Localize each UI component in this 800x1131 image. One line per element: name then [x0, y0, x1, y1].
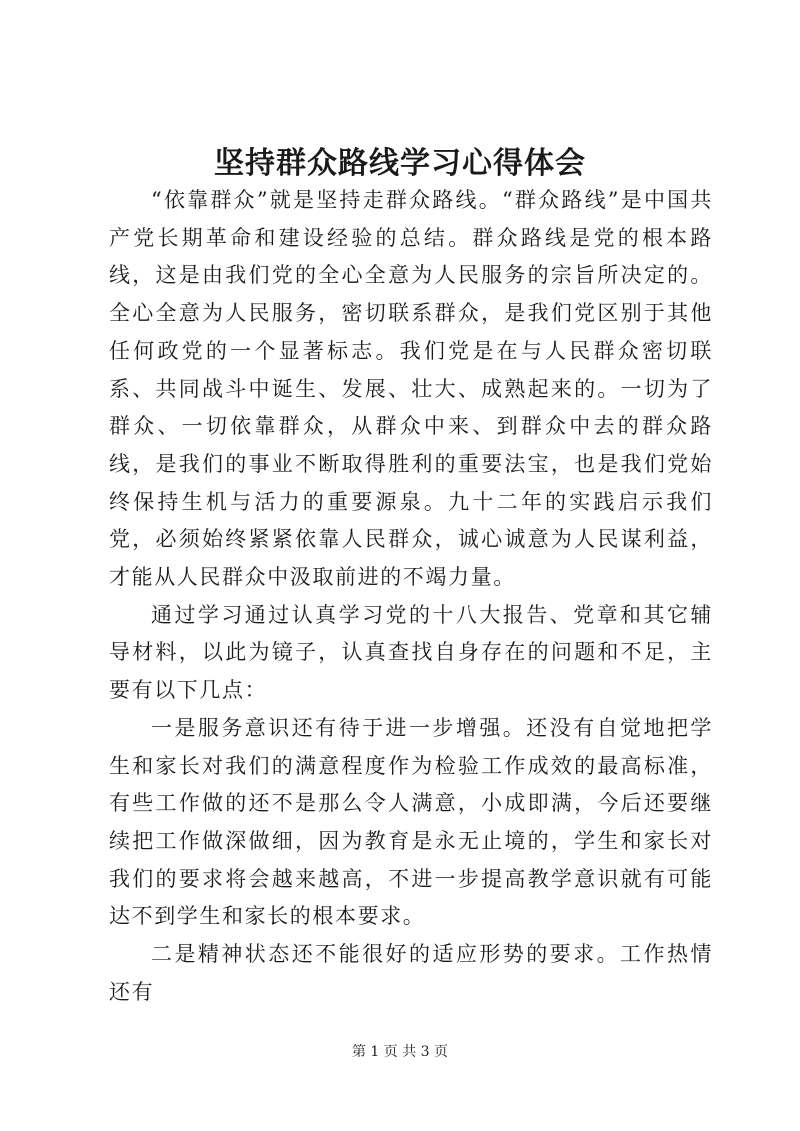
paragraph-4: 二是精神状态还不能很好的适应形势的要求。工作热情还有	[109, 942, 713, 1004]
paragraph-1: “依靠群众”就是坚持走群众路线。“群众路线”是中国共产党长期革命和建设经验的总结。群众路线是党的根本路线，这是由我们党的全心全意为人民服务的宗旨所决定的。全心全意为人民服务，密切联系群众，是我们党区别于其他任何政党的一个显著标志。我们党是在与人民群众密切联系、共同战斗中诞生、发展、壮大、成熟起来的。一切为了群众、一切依靠群众，从群众中来、到群众中去的群众路线，是我们的事业不断取得胜利的重要法宝，也是我们党始终保持生机与活力的重要源泉。九十二年的实践启示我们党，必须始终紧紧依靠人民群众，诚心诚意为人民谋利益，才能从人民群众中汲取前进的不竭力量。	[109, 188, 713, 590]
paragraph-2: 通过学习通过认真学习党的十八大报告、党章和其它辅导材料，以此为镜子，认真查找自身存在的问题和不足，主要有以下几点：	[109, 602, 713, 703]
document-title: 坚持群众路线学习心得体会	[214, 146, 586, 181]
document-body	[109, 182, 713, 1011]
page-footer: 第 1 页 共 3 页	[351, 1044, 449, 1060]
paragraph-3: 一是服务意识还有待于进一步增强。还没有自觉地把学生和家长对我们的满意程度作为检验工作成效的最高标准，有些工作做的还不是那么令人满意，小成即满，今后还要继续把工作做深做细，因为教育是永无止境的，学生和家长对我们的要求将会越来越高，不进一步提高教学意识就有可能达不到学生和家长的根本要求。	[109, 715, 713, 929]
